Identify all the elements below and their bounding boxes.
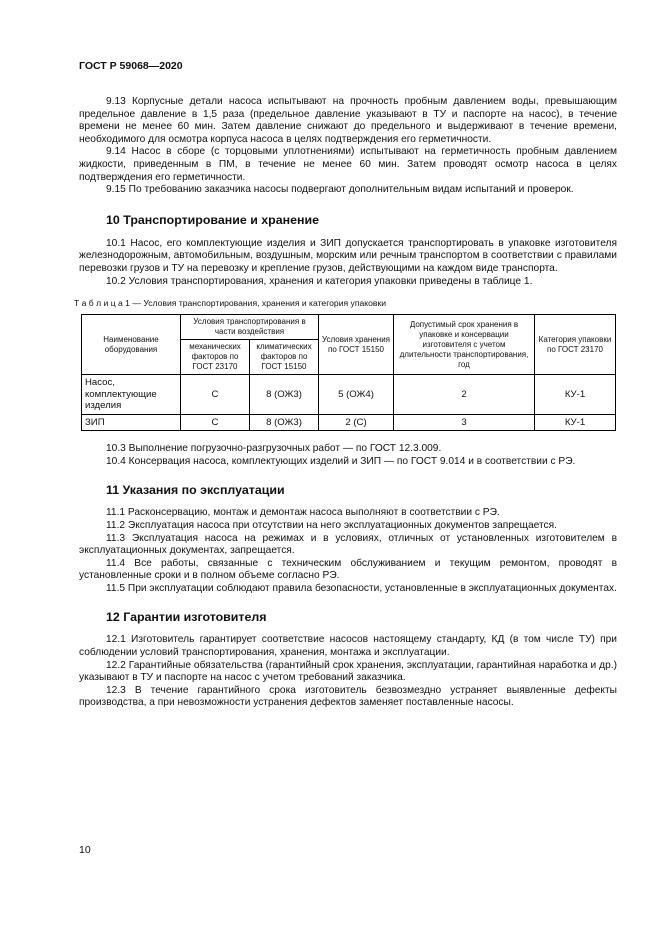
header-equipment-name: Наименование оборудования (82, 315, 181, 375)
paragraph-12-2: 12.2 Гарантийные обязательства (гарантийный срок хранения, эксплуатации, гарантийная наработка и др.) указывают в ТУ и паспорте на насос с учетом требований заказчика. (79, 659, 617, 684)
cell-storage: 5 (ОЖ4) (319, 375, 394, 415)
document-id-header: ГОСТ Р 59068—2020 (79, 60, 183, 72)
cell-category: КУ-1 (535, 414, 616, 431)
cell-equipment-name: ЗИП (82, 414, 181, 431)
header-storage-conditions: Условия хранения по ГОСТ 15150 (319, 315, 394, 375)
cell-mechanical: С (181, 414, 250, 431)
cell-category: КУ-1 (535, 375, 616, 415)
paragraph-9-14: 9.14 Насос в сборе (с торцовыми уплотнениями) испытывают на герметичность пробным давлением жидкости, приведенным в ПМ, в течение не менее 60 мин. Затем проводят осмотр насоса в целях подтверждения его герметичности. (79, 146, 617, 183)
paragraph-11-2: 11.2 Эксплуатация насоса при отсутствии на него эксплуатационных документов запрещается. (106, 519, 557, 531)
cell-equipment-name: Насос, комплектующие изделия (82, 375, 181, 415)
cell-climatic: 8 (ОЖ3) (250, 414, 319, 431)
paragraph-9-13: 9.13 Корпусные детали насоса испытывают на прочность пробным давлением воды, превышающим предельное давление в 1,5 раза (предельное давление указывают в ТУ и паспорте на насос), в течение времени не менее 60 мин. Затем давление снижают до предельного и выдерживают в течение времени, необходимого для осмотра корпуса насоса в целях подтверждения его герметичности. (79, 96, 617, 145)
paragraph-11-1: 11.1 Расконсервацию, монтаж и демонтаж насоса выполняют в соответствии с РЭ. (106, 507, 500, 519)
table-caption-text: — Условия транспортирования, хранения и категория упаковки (129, 298, 387, 309)
header-storage-term: Допустимый срок хранения в упаковке и консервации изготовителя с учетом длительности транспортирования, год (394, 315, 535, 375)
header-transport-conditions: Условия транспортирования в части воздействия (181, 315, 319, 340)
header-package-category: Категория упаковки по ГОСТ 23170 (535, 315, 616, 375)
paragraph-11-3: 11.3 Эксплуатация насоса на режимах и в условиях, отличных от установленных изготовителем в эксплуатационных документах, запрещается. (79, 532, 617, 557)
paragraph-10-2: 10.2 Условия транспортирования, хранения и категория упаковки приведены в таблице 1. (106, 275, 533, 287)
paragraph-11-4: 11.4 Все работы, связанные с техническим обслуживанием и текущим ремонтом, проводят в установленные сроки и в полном объеме согласно РЭ. (79, 557, 617, 582)
paragraph-10-3: 10.3 Выполнение погрузочно-разгрузочных работ — по ГОСТ 12.3.009. (106, 443, 442, 455)
cell-storage: 2 (С) (319, 414, 394, 431)
paragraph-9-15: 9.15 По требованию заказчика насосы подвергают дополнительным видам испытаний и проверок. (106, 184, 574, 196)
table-caption-label: Т а б л и ц а 1 (74, 298, 130, 309)
section-12-heading: 12 Гарантии изготовителя (106, 610, 267, 625)
header-mechanical-factors: механических факторов по ГОСТ 23170 (181, 340, 250, 375)
cell-term: 2 (394, 375, 535, 415)
transport-storage-table (81, 314, 616, 431)
table-row (82, 414, 616, 431)
paragraph-12-1: 12.1 Изготовитель гарантирует соответствие насосов настоящему стандарту, КД (в том числе ТУ) при соблюдении условий транспортирования, хранения, монтажа и эксплуатации. (79, 634, 617, 659)
paragraph-10-1: 10.1 Насос, его комплектующие изделия и ЗИП допускается транспортировать в упаковке изготовителя железнодорожным, автомобильным, воздушным, морским или речным транспортом в соответствии с правилами перевозки грузов и ТУ на перевозку и крепление грузов, действующими на каждом виде транспорта. (79, 237, 617, 274)
page-number: 10 (79, 844, 91, 856)
cell-term: 3 (394, 414, 535, 431)
header-climatic-factors: климатических факторов по ГОСТ 15150 (250, 340, 319, 375)
paragraph-11-5: 11.5 При эксплуатации соблюдают правила безопасности, установленные в эксплуатационных документах. (106, 582, 617, 594)
page-content (74, 96, 617, 710)
table-row (82, 375, 616, 415)
paragraph-12-3: 12.3 В течение гарантийного срока изготовитель безвозмездно устраняет выявленные дефекты производства, а при невозможности устранения дефектов заменяет поставленные насосы. (79, 684, 617, 709)
table-caption (74, 298, 617, 308)
cell-climatic: 8 (ОЖ3) (250, 375, 319, 415)
cell-mechanical: С (181, 375, 250, 415)
section-11-heading: 11 Указания по эксплуатации (106, 483, 285, 498)
paragraph-10-4: 10.4 Консервация насоса, комплектующих изделий и ЗИП — по ГОСТ 9.014 и в соответствии с РЭ. (106, 455, 576, 467)
section-10-heading: 10 Транспортирование и хранение (106, 212, 319, 227)
